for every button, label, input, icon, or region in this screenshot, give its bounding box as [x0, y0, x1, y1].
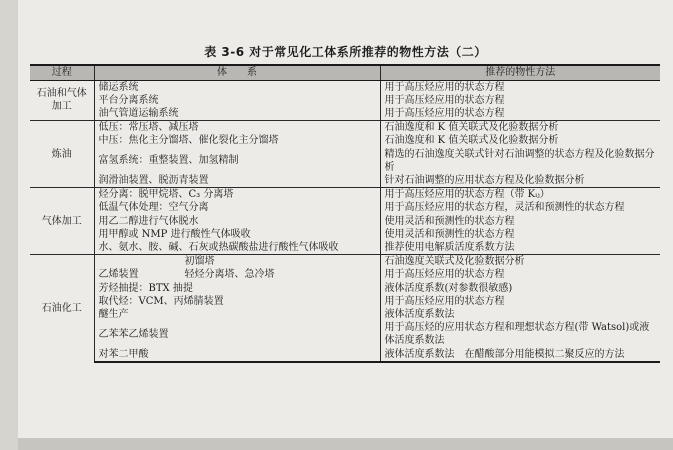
table-row [30, 321, 660, 347]
table-row [30, 215, 660, 228]
system-cell: 储运系统 [94, 80, 380, 94]
method-cell: 用于高压烃应用的状态方程，灵活和预测性的状态方程 [384, 202, 625, 214]
process-cell: 炼油 [30, 121, 94, 188]
system-cell: 低压：常压塔、减压塔 [94, 121, 380, 135]
system-label: 乙烯装置 [98, 269, 139, 281]
system-cell: 中压：焦化主分馏塔、催化裂化主分馏塔 [94, 134, 380, 147]
method-cell: 用于高压烃应用的状态方程 [384, 107, 505, 119]
method-line: 石油逸度关联式及化验数据分析 [384, 256, 525, 268]
page-edge-shadow [18, 438, 673, 450]
system-subitem: 轻烃分离塔、急冷塔 [184, 269, 275, 281]
method-cell [380, 255, 660, 282]
system-cell: 芳烃抽提：BTX 抽提 [94, 282, 380, 295]
table-row [30, 107, 660, 121]
process-cell: 石油化工 [30, 255, 94, 362]
table-row [30, 148, 660, 174]
method-cell: 推荐使用电解质活度系数方法 [384, 241, 515, 253]
table-row [30, 134, 660, 147]
process-cell: 石油和气体加工 [30, 80, 94, 121]
table-row [30, 80, 660, 94]
method-line: 用于高压烃应用的状态方程 [384, 269, 505, 281]
table-row [30, 255, 660, 282]
system-cell: 平台分离系统 [94, 94, 380, 107]
table-row [30, 201, 660, 214]
table-row [30, 188, 660, 202]
system-cell: 低温气体处理：空气分离 [94, 201, 380, 214]
table-row [30, 295, 660, 308]
system-cell: 醚生产 [94, 308, 380, 321]
header-process: 过程 [30, 65, 94, 80]
system-cell: 取代烃：VCM、丙烯腈装置 [94, 295, 380, 308]
method-cell: 用于高压烃应用的状态方程 [384, 94, 505, 106]
method-cell: 精选的石油逸度关联式针对石油调整的状态方程及化验数据分析 [384, 148, 655, 173]
table-row [30, 228, 660, 241]
method-cell: 使用灵活和预测性的状态方程 [384, 228, 515, 240]
method-cell: 液体活度系数(对参数很敏感) [384, 282, 513, 294]
system-cell: 油气管道运输系统 [94, 107, 380, 121]
system-cell: 润滑油装置、脱沥青装置 [94, 174, 380, 188]
table-row [30, 241, 660, 255]
system-cell: 烃分离：脱甲烷塔、C₃ 分离塔 [94, 188, 380, 202]
system-cell: 乙苯苯乙烯装置 [94, 321, 380, 347]
method-cell: 用于高压烃的应用状态方程和理想状态方程(带 Watsol)或液体活度系数法 [384, 322, 650, 347]
table-row [30, 174, 660, 188]
method-cell: 针对石油调整的应用状态方程及化验数据分析 [384, 174, 585, 186]
property-method-table [30, 64, 660, 363]
table-row [30, 282, 660, 295]
system-cell [94, 255, 380, 282]
process-cell: 气体加工 [30, 188, 94, 255]
system-cell: 对苯二甲酸 [94, 348, 380, 362]
method-cell: 石油逸度和 K 值关联式及化验数据分析 [380, 121, 660, 135]
table-row [30, 308, 660, 321]
system-cell: 水、氨水、胺、碱、石灰或热碳酸盐进行酸性气体吸收 [94, 241, 380, 255]
table-row [30, 121, 660, 135]
system-subitem: 初馏塔 [184, 256, 215, 268]
method-cell: 石油逸度和 K 值关联式及化验数据分析 [384, 135, 559, 147]
table-caption: 表 3-6 对于常见化工体系所推荐的物性方法（二） [204, 45, 487, 59]
method-cell: 用于高压烃应用的状态方程（带 Kᵢⱼ） [380, 188, 660, 202]
method-cell: 用于高压烃应用的状态方程 [380, 80, 660, 94]
table-row [30, 94, 660, 107]
book-page [18, 0, 673, 450]
table-row [30, 348, 660, 362]
method-cell: 液体活度系数法 [384, 308, 455, 320]
header-system: 体 系 [94, 65, 380, 80]
method-cell: 液体活度系数法 在醋酸部分用能模拟二聚反应的方法 [380, 348, 660, 362]
header-method: 推荐的物性方法 [380, 65, 660, 80]
method-cell: 使用灵活和预测性的状态方程 [384, 215, 515, 227]
system-cell: 富氢系统：重整装置、加氢精制 [94, 148, 380, 174]
system-cell: 用乙二醇进行气体脱水 [94, 215, 380, 228]
method-cell: 用于高压烃应用的状态方程 [384, 295, 505, 307]
system-cell: 用甲醇或 NMP 进行酸性气体吸收 [94, 228, 380, 241]
table-header-row [30, 65, 660, 80]
